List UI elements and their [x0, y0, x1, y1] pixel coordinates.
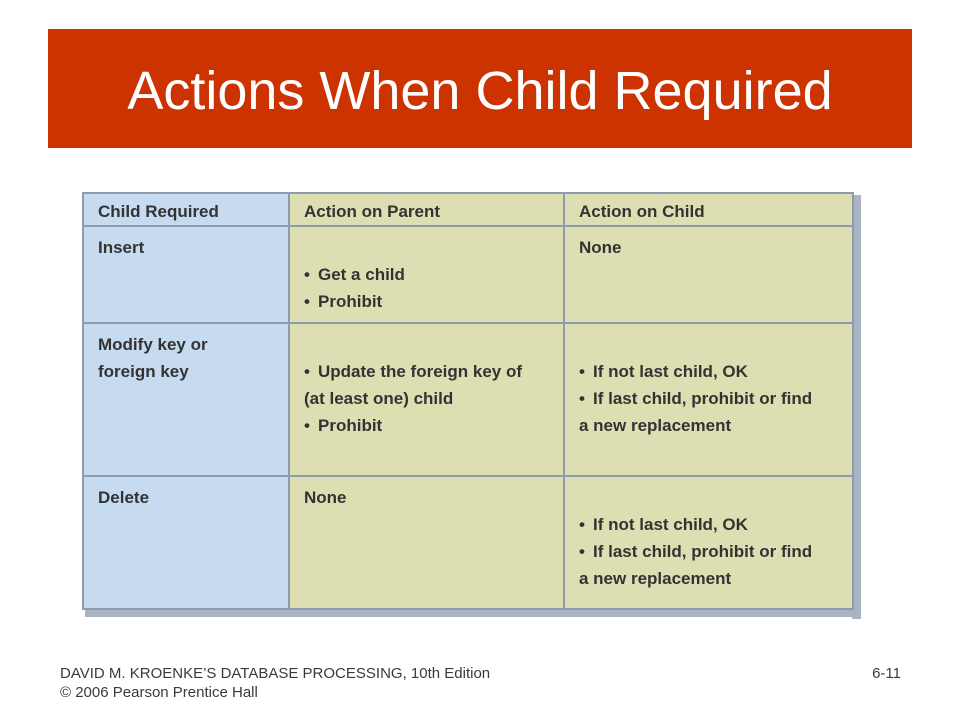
list-item: • Prohibit: [304, 412, 555, 439]
table-row-modify-key: [83, 323, 853, 476]
list-item: • Prohibit: [304, 288, 555, 315]
list-item: • If not last child, OK: [579, 511, 844, 538]
delete-child-list: [565, 511, 852, 565]
actions-table-figure: [82, 192, 862, 620]
modify-child-actions: [564, 323, 853, 476]
row-label-line: foreign key: [98, 362, 189, 381]
insert-child-actions: None: [564, 226, 853, 323]
list-item-continuation: (at least one) child: [304, 389, 454, 408]
list-item: • If not last child, OK: [579, 358, 844, 385]
delete-parent-actions: None: [289, 476, 564, 609]
list-item-continuation: a new replacement: [579, 569, 732, 588]
modify-parent-actions: [289, 323, 564, 476]
slide-title: Actions When Child Required: [127, 61, 833, 121]
list-item: • Update the foreign key of: [304, 358, 555, 385]
footer-credits: [60, 664, 490, 702]
row-label-insert: Insert: [83, 226, 289, 323]
table-row-insert: [83, 226, 853, 323]
insert-parent-actions: [289, 226, 564, 323]
list-item: • If last child, prohibit or find: [579, 538, 844, 565]
title-bar: [48, 29, 912, 148]
delete-child-actions: [564, 476, 853, 609]
row-label-delete: Delete: [83, 476, 289, 609]
header-cell-action-on-child: Action on Child: [564, 193, 853, 226]
list-item: • If last child, prohibit or find: [579, 385, 844, 412]
header-cell-action-on-parent: Action on Parent: [289, 193, 564, 226]
table-row-delete: [83, 476, 853, 609]
header-cell-child-required: Child Required: [83, 193, 289, 226]
page-number: 6-11: [872, 665, 901, 682]
list-item: • Get a child: [304, 261, 555, 288]
modify-child-list: [565, 358, 852, 412]
modify-parent-list: [290, 358, 563, 385]
list-item-continuation: a new replacement: [579, 416, 732, 435]
row-label-modify-key: [83, 323, 289, 476]
row-label-line: Modify key or: [98, 335, 208, 354]
footer-copyright: © 2006 Pearson Prentice Hall: [60, 684, 258, 701]
table-header-row: [83, 193, 853, 226]
actions-table: [82, 192, 854, 610]
footer-book-title: DAVID M. KROENKE’S DATABASE PROCESSING, 10th Edition: [60, 665, 491, 682]
insert-parent-list: [290, 261, 563, 315]
